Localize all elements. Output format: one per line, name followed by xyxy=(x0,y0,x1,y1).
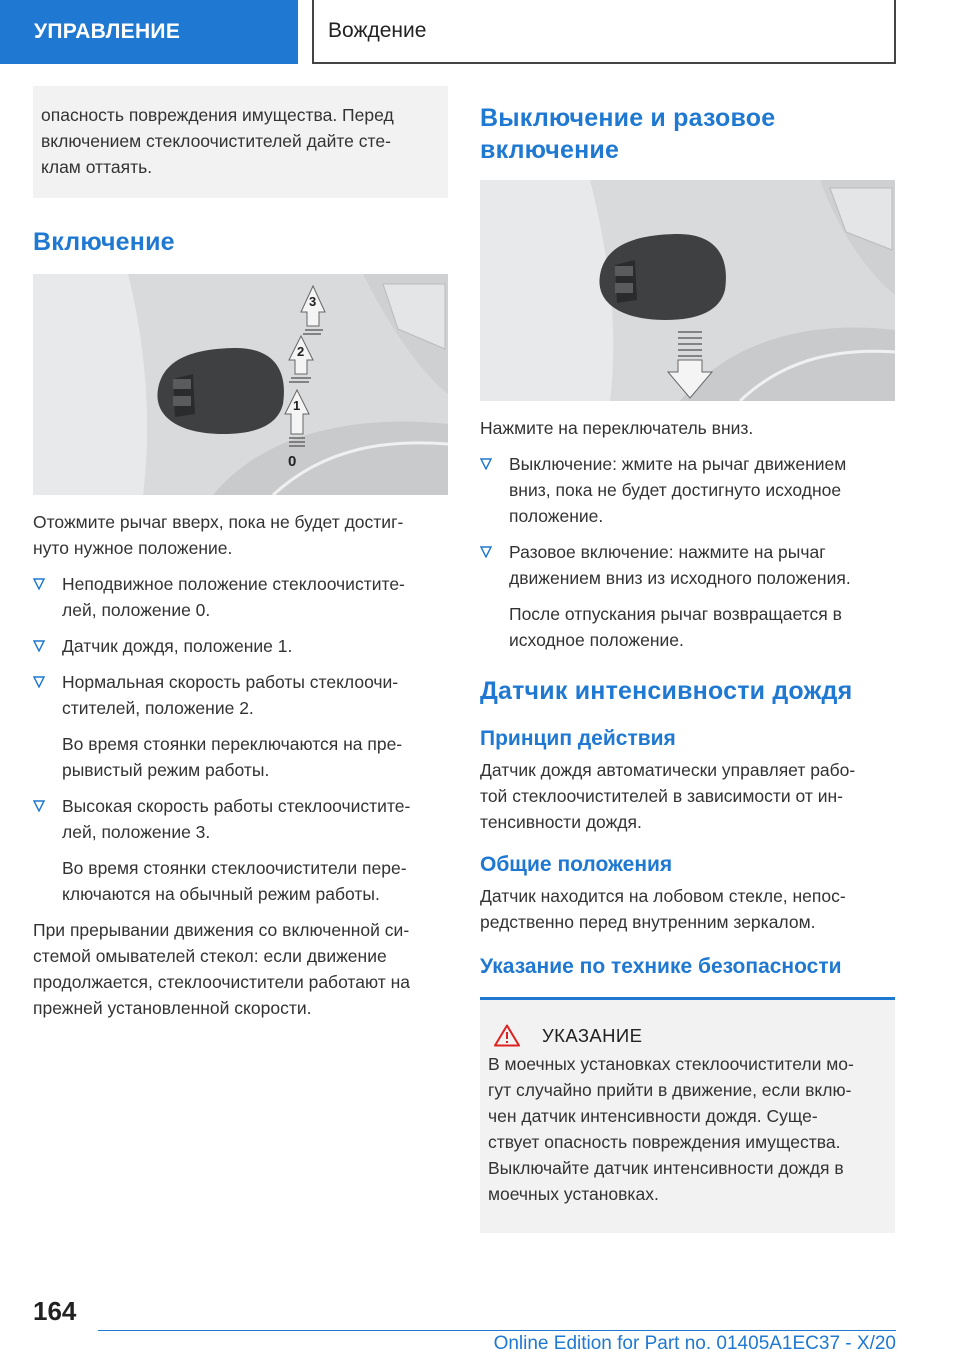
text-line: ствует опасность повреждения имущества. xyxy=(488,1132,841,1152)
footer-edition[interactable]: Online Edition for Part no. 01405A1EC37 - X/20 xyxy=(493,1333,896,1354)
heading-line: Выключение и разовое xyxy=(480,104,776,132)
chapter-title: Вождение xyxy=(312,0,896,64)
footer-rule xyxy=(98,1330,896,1331)
wiper-lever-up-figure xyxy=(33,274,448,495)
general-paragraph xyxy=(480,883,895,935)
triangle-bullet-icon xyxy=(33,800,45,812)
text-line: положение. xyxy=(509,506,604,526)
left-column xyxy=(33,86,448,1021)
activation-intro xyxy=(33,509,448,561)
text-line: рывистый режим работы. xyxy=(62,760,270,780)
list-item xyxy=(33,669,448,783)
heading-line: включение xyxy=(480,136,620,164)
subheading-principle: Принцип действия xyxy=(480,727,676,750)
text-line: Неподвижное положение стеклоочистите- xyxy=(62,574,405,594)
text-line: вниз, пока не будет достигнуто исходное xyxy=(509,480,842,500)
triangle-bullet-icon xyxy=(33,676,45,688)
text-line: движением вниз из исходного положения. xyxy=(509,568,851,588)
text-line: нуто нужное положение. xyxy=(33,538,233,558)
list-item xyxy=(33,793,448,907)
text-line: Во время стоянки стеклоочистители пере- xyxy=(62,858,407,878)
figure-label-3: 3 xyxy=(309,294,317,309)
warning-box xyxy=(480,1000,895,1233)
text-line: Во время стоянки переключаются на пре- xyxy=(62,734,403,754)
text-line: редственно перед внутренним зеркалом. xyxy=(480,912,816,932)
text-line: Выключайте датчик интенсивности дождя в xyxy=(488,1158,844,1178)
text-line: исходное положение. xyxy=(509,630,684,650)
text-line: прежней установленной скорости. xyxy=(33,998,312,1018)
closing-paragraph xyxy=(33,917,448,1021)
text-line: тенсивности дождя. xyxy=(480,812,642,832)
page-number: 164 xyxy=(33,1296,77,1326)
text-line: Выключение: жмите на рычаг движением xyxy=(509,454,847,474)
text-line: Датчик дождя, положение 1. xyxy=(62,636,293,656)
subheading-safety: Указание по технике безопасности xyxy=(480,955,842,978)
warning-triangle-icon xyxy=(494,1024,520,1047)
text-line: После отпускания рычаг возвращается в xyxy=(509,604,842,624)
text-line: ключаются на обычный режим работы. xyxy=(62,884,380,904)
text-line: Разовое включение: нажмите на рычаг xyxy=(509,542,826,562)
triangle-bullet-icon xyxy=(33,640,45,652)
text-line: Нормальная скорость работы стеклоочи- xyxy=(62,672,399,692)
list-item xyxy=(33,571,448,623)
triangle-bullet-icon xyxy=(480,546,492,558)
activation-bullet-list xyxy=(33,571,448,907)
list-item xyxy=(33,633,448,659)
wiper-lever-down-figure xyxy=(480,180,895,401)
section-heading-deactivation xyxy=(480,102,895,166)
subheading-general: Общие положения xyxy=(480,853,673,876)
text-line: продолжается, стеклоочистители работают на xyxy=(33,972,410,992)
deactivation-intro: Нажмите на переключатель вниз. xyxy=(480,418,754,438)
note-line: включением стеклоочистителей дайте сте- xyxy=(41,131,391,151)
text-line: стемой омывателей стекол: если движение xyxy=(33,946,387,966)
section-tab[interactable]: УПРАВЛЕНИЕ xyxy=(0,0,298,64)
text-line: лей, положение 0. xyxy=(62,600,211,620)
text-line: гут случайно прийти в движение, если вклю- xyxy=(488,1080,852,1100)
figure-label-1: 1 xyxy=(293,398,301,413)
note-line: опасность повреждения имущества. Перед xyxy=(41,105,394,125)
note-line: клам оттаять. xyxy=(41,157,153,177)
section-heading-rain-sensor: Датчик интенсивности дождя xyxy=(480,677,853,705)
text-line: Датчик дождя автоматически управляет рабо- xyxy=(480,760,856,780)
warning-header xyxy=(488,1024,879,1047)
text-line: В моечных установках стеклоочистители мо- xyxy=(488,1054,854,1074)
warning-title: УКАЗАНИЕ xyxy=(542,1024,643,1046)
list-item xyxy=(480,539,895,653)
principle-paragraph xyxy=(480,757,895,835)
text-line: Отожмите рычаг вверх, пока не будет достиг- xyxy=(33,512,404,532)
figure-label-0: 0 xyxy=(288,453,297,470)
deactivation-bullet-list xyxy=(480,451,895,653)
triangle-bullet-icon xyxy=(33,578,45,590)
text-line: Высокая скорость работы стеклоочистите- xyxy=(62,796,411,816)
note-continuation-box xyxy=(33,86,448,198)
text-line: При прерывании движения со включенной си- xyxy=(33,920,410,940)
text-line: стителей, положение 2. xyxy=(62,698,254,718)
text-line: лей, положение 3. xyxy=(62,822,211,842)
figure-label-2: 2 xyxy=(297,344,305,359)
triangle-bullet-icon xyxy=(480,458,492,470)
text-line: моечных установках. xyxy=(488,1184,659,1204)
text-line: Датчик находится на лобовом стекле, непос- xyxy=(480,886,846,906)
section-heading-activation: Включение xyxy=(33,228,175,256)
text-line: чен датчик интенсивности дождя. Суще- xyxy=(488,1106,818,1126)
list-item xyxy=(480,451,895,529)
right-column xyxy=(480,102,895,1233)
text-line: той стеклоочистителей в зависимости от ин- xyxy=(480,786,843,806)
